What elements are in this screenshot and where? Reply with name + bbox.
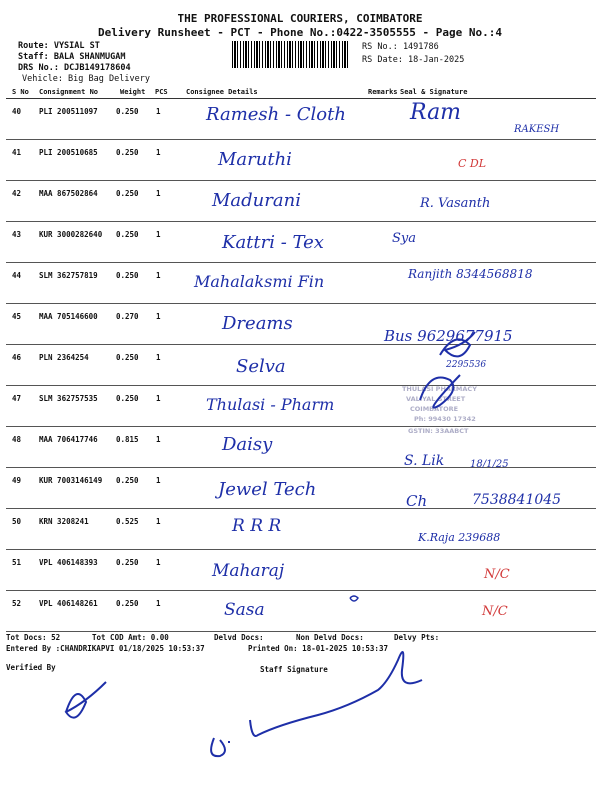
row-signature: Bus 9629677915 [384, 327, 513, 345]
entered-by: Entered By :CHANDRIKAPVI 01/18/2025 10:53:37 [6, 644, 205, 653]
row-extra-note: 2295536 [446, 360, 487, 370]
row-sno: 45 [12, 312, 22, 321]
col-weight: Weight [120, 88, 146, 96]
rs-number: RS No.: 1491786 [362, 42, 439, 52]
row-weight: 0.525 [116, 517, 139, 526]
row-consignment: PLN 2364254 [39, 353, 89, 362]
row-pcs: 1 [156, 435, 161, 444]
col-consignee-details: Consignee Details [186, 88, 258, 96]
row-pcs: 1 [156, 107, 161, 116]
row-consignee-handwritten: Madurani [212, 190, 301, 211]
row-red-note: N/C [484, 567, 510, 582]
row-weight: 0.250 [116, 476, 139, 485]
non-delvd-docs: Non Delvd Docs: [296, 633, 364, 642]
row-consignment: KRN 3208241 [39, 517, 89, 526]
row-red-note: C DL [458, 157, 487, 170]
row-consignment: SLM 362757535 [39, 394, 98, 403]
staff-signature-label: Staff Signature [260, 665, 328, 674]
tot-docs: Tot Docs: 52 [6, 633, 61, 642]
delvy-pts: Delvy Pts: [394, 633, 440, 642]
row-consignment: PLI 200511097 [39, 107, 98, 116]
row-sno: 50 [12, 517, 22, 526]
row-weight: 0.815 [116, 435, 139, 444]
row-sno: 47 [12, 394, 22, 403]
stamp-line: Ph: 99430 17342 [414, 415, 476, 423]
row-consignment: VPL 406148261 [39, 599, 98, 608]
row-consignment: KUR 7003146149 [39, 476, 103, 485]
row-extra-note: RAKESH [514, 124, 560, 135]
row-pcs: 1 [156, 517, 161, 526]
row-signature: Ram [410, 100, 462, 125]
row-consignment: MAA 706417746 [39, 435, 98, 444]
row-weight: 0.250 [116, 107, 139, 116]
row-consignment: SLM 362757819 [39, 271, 98, 280]
row-signature: S. Lik [404, 453, 445, 469]
stamp-line: COIMBATORE [410, 405, 459, 413]
col-consignment: Consignment No [39, 88, 99, 96]
row-weight: 0.270 [116, 312, 139, 321]
row-signature: R. Vasanth [420, 196, 491, 211]
verified-by-label: Verified By [6, 663, 56, 672]
row-sno: 40 [12, 107, 22, 116]
row-red-note: N/C [482, 604, 508, 619]
row-consignee-handwritten: Maruthi [218, 149, 292, 170]
stamp-line: THULASI PHARMACY [402, 385, 477, 393]
row-consignee-handwritten: Jewel Tech [218, 479, 317, 500]
stamp-line: GSTIN: 33AABCT [408, 427, 469, 435]
row-extra-note: 18/1/25 [470, 459, 509, 470]
col-seal-signature: Seal & Signature [400, 88, 468, 96]
staff: Staff: BALA SHANMUGAM [18, 52, 126, 62]
row-consignee-handwritten: Mahalaksmi Fin [194, 272, 325, 291]
row-sno: 46 [12, 353, 22, 362]
row-pcs: 1 [156, 394, 161, 403]
row-pcs: 1 [156, 312, 161, 321]
row-sno: 43 [12, 230, 22, 239]
row-consignee-handwritten: Sasa [224, 600, 265, 620]
row-pcs: 1 [156, 230, 161, 239]
row-pcs: 1 [156, 271, 161, 280]
stamp-line: VALIYAL STREET [406, 395, 466, 403]
row-sno: 49 [12, 476, 22, 485]
tot-cod-amt: Tot COD Amt: 0.00 [92, 633, 169, 642]
row-pcs: 1 [156, 353, 161, 362]
vehicle: Vehicle: Big Bag Delivery [22, 74, 150, 84]
drs-number: DRS No.: DCJB149178604 [18, 63, 131, 73]
col-pcs: PCS [155, 88, 168, 96]
row-weight: 0.250 [116, 599, 139, 608]
row-weight: 0.250 [116, 558, 139, 567]
row-weight: 0.250 [116, 394, 139, 403]
row-consignment: MAA 705146600 [39, 312, 98, 321]
row-weight: 0.250 [116, 148, 139, 157]
rs-date: RS Date: 18-Jan-2025 [362, 55, 465, 65]
col-remarks: Remarks [368, 88, 398, 96]
row-consignee-handwritten: Selva [236, 356, 286, 377]
row-consignment: MAA 867502864 [39, 189, 98, 198]
row-signature: K.Raja 239688 [418, 531, 501, 544]
row-weight: 0.250 [116, 189, 139, 198]
row-consignee-handwritten: Thulasi - Pharm [206, 395, 335, 414]
row-weight: 0.250 [116, 271, 139, 280]
row-sno: 42 [12, 189, 22, 198]
route: Route: VYSIAL ST [18, 41, 100, 51]
row-sno: 48 [12, 435, 22, 444]
row-consignee-handwritten: Kattri - Tex [222, 232, 324, 253]
company-title: THE PROFESSIONAL COURIERS, COIMBATORE [177, 12, 423, 25]
row-pcs: 1 [156, 599, 161, 608]
row-sno: 41 [12, 148, 22, 157]
row-consignee-handwritten: Daisy [222, 434, 273, 455]
row-signature: Sya [392, 231, 417, 246]
row-pcs: 1 [156, 148, 161, 157]
row-pcs: 1 [156, 476, 161, 485]
row-consignment: KUR 3000282640 [39, 230, 103, 239]
row-consignee-handwritten: Maharaj [212, 561, 285, 581]
printed-on: Printed On: 18-01-2025 10:53:37 [248, 644, 388, 653]
row-consignment: PLI 200510685 [39, 148, 98, 157]
row-sno: 51 [12, 558, 22, 567]
row-extra-note: 7538841045 [472, 492, 562, 508]
row-pcs: 1 [156, 189, 161, 198]
row-signature: Ch [406, 492, 428, 510]
row-pcs: 1 [156, 558, 161, 567]
row-sno: 52 [12, 599, 22, 608]
row-consignment: VPL 406148393 [39, 558, 98, 567]
runsheet-subtitle: Delivery Runsheet - PCT - Phone No.:0422-3505555 - Page No.:4 [98, 26, 502, 39]
row-consignee-handwritten: R R R [232, 516, 282, 536]
row-weight: 0.250 [116, 353, 139, 362]
row-consignee-handwritten: Dreams [222, 313, 293, 334]
delvd-docs: Delvd Docs: [214, 633, 264, 642]
row-weight: 0.250 [116, 230, 139, 239]
col-sno: S No [12, 88, 29, 96]
row-consignee-handwritten: Ramesh - Cloth [206, 104, 346, 125]
row-signature: Ranjith 8344568818 [408, 267, 533, 281]
row-sno: 44 [12, 271, 22, 280]
